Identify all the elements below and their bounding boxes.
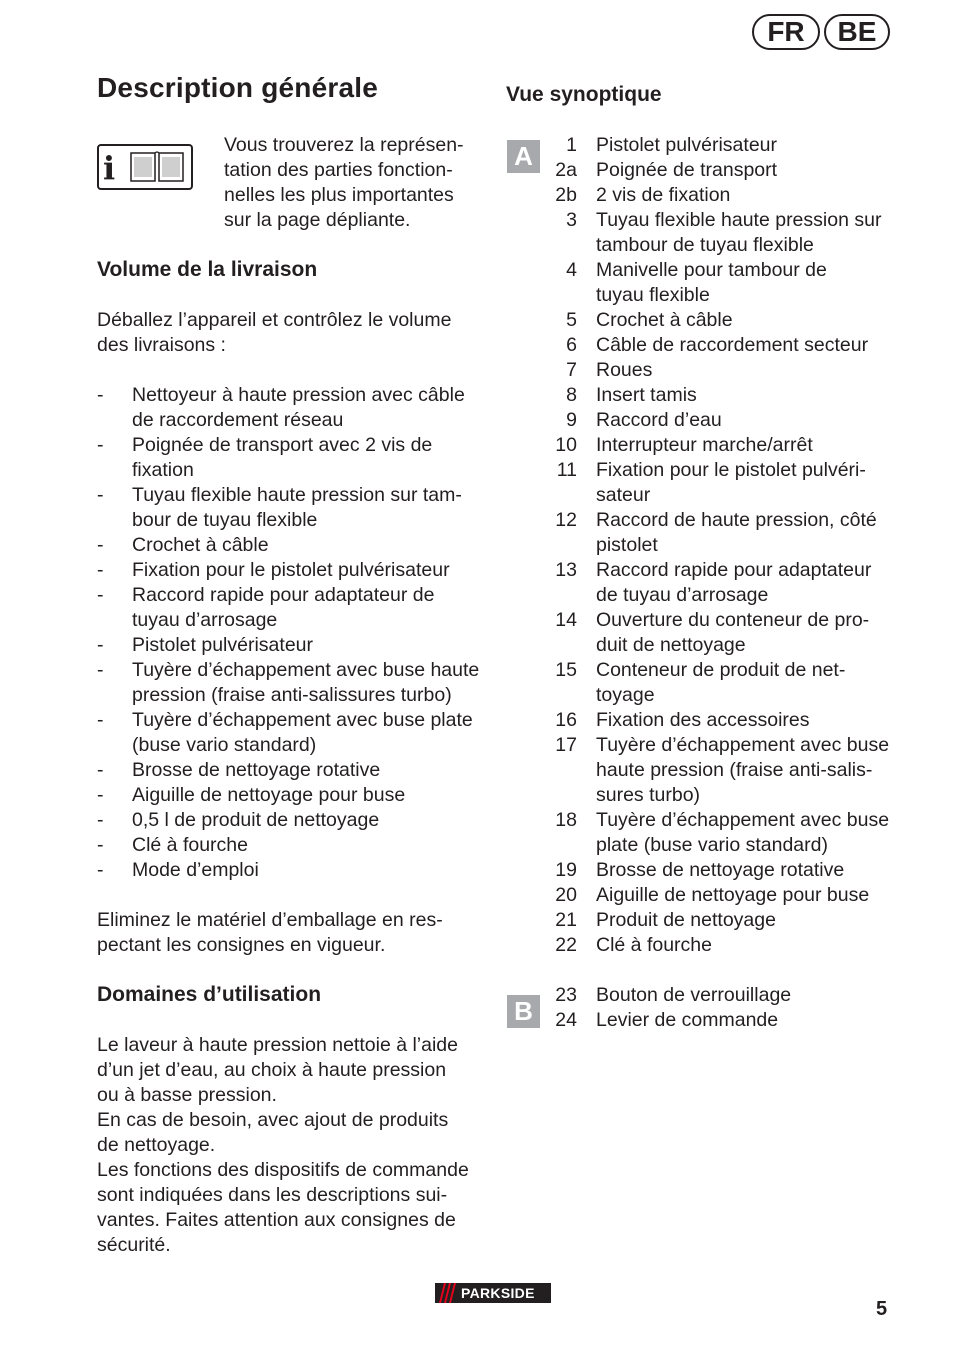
volume-intro: Déballez l’appareil et contrôlez le volume des livraisons : (97, 309, 452, 356)
part-item (540, 433, 900, 458)
list-item (97, 658, 487, 708)
part-number: 5 (566, 309, 577, 331)
part-number: 3 (566, 209, 577, 231)
part-number: 2b (555, 184, 577, 206)
part-label (577, 933, 900, 958)
part-label-line: de tuyau d’arrosage (596, 584, 769, 606)
part-label (577, 658, 900, 708)
part-label-line: Ouverture du conteneur de pro- (596, 609, 870, 631)
part-item (540, 933, 900, 958)
part-number: 2a (555, 159, 577, 181)
part-label-line: Levier de commande (596, 1009, 779, 1031)
part-number: 8 (566, 384, 577, 406)
list-item (97, 483, 487, 533)
list-item (97, 833, 487, 858)
list-item (97, 858, 487, 883)
lang-badge-fr: FR (752, 14, 820, 50)
part-item (540, 208, 900, 258)
part-label-line: sateur (596, 484, 651, 506)
paragraph-line: vantes. Faites attention aux consignes de (97, 1209, 456, 1231)
part-label-line: 2 vis de fixation (596, 184, 731, 206)
part-item (540, 508, 900, 558)
info-text: Vous trouverez la représen- tation des parties fonction- nelles les plus importantes sur la page dépliante. (224, 134, 464, 231)
list-item (97, 433, 487, 483)
part-number: 24 (555, 1009, 577, 1031)
part-item (540, 858, 900, 883)
domaines-heading: Domaines d’utilisation (97, 983, 322, 1006)
list-item-text: (buse vario standard) (132, 734, 317, 756)
part-item (540, 183, 900, 208)
part-label-line: Raccord rapide pour adaptateur (596, 559, 872, 581)
dash-bullet: - (97, 559, 104, 581)
list-item-text: Brosse de nettoyage rotative (132, 759, 381, 781)
part-label (577, 708, 900, 733)
part-label-line: Poignée de transport (596, 159, 778, 181)
list-item-text: Fixation pour le pistolet pulvérisateur (132, 559, 450, 581)
paragraph-line: En cas de besoin, avec ajout de produits (97, 1109, 449, 1131)
part-label (577, 858, 900, 883)
figure-b-badge: B (507, 995, 540, 1028)
part-item (540, 308, 900, 333)
part-label (577, 558, 900, 608)
list-item (97, 383, 487, 433)
parts-list-b (540, 983, 900, 1033)
part-label (577, 908, 900, 933)
part-number: 14 (555, 609, 577, 631)
list-item (97, 633, 487, 658)
dash-bullet: - (97, 759, 104, 781)
part-label (577, 208, 900, 258)
part-label-line: Interrupteur marche/arrêt (596, 434, 813, 456)
domaines-text (97, 1033, 497, 1258)
paragraph-line: de nettoyage. (97, 1134, 216, 1156)
part-label (577, 258, 900, 308)
part-item (540, 658, 900, 708)
list-item-text: Pistolet pulvérisateur (132, 634, 314, 656)
part-label (577, 158, 900, 183)
part-label-line: Raccord de haute pression, côté (596, 509, 877, 531)
part-item (540, 383, 900, 408)
part-label-line: Raccord d’eau (596, 409, 722, 431)
part-label (577, 458, 900, 508)
part-number: 1 (566, 134, 577, 156)
list-item-text: de raccordement réseau (132, 409, 344, 431)
part-label (577, 508, 900, 558)
part-label-line: Tuyère d’échappement avec buse (596, 809, 890, 831)
part-item (540, 808, 900, 858)
dash-bullet: - (97, 784, 104, 806)
list-item (97, 708, 487, 758)
part-number: 19 (555, 859, 577, 881)
list-item-text: Poignée de transport avec 2 vis de (132, 434, 433, 456)
list-item (97, 808, 487, 833)
list-item (97, 558, 487, 583)
part-item (540, 983, 900, 1008)
part-label (577, 383, 900, 408)
part-item (540, 733, 900, 808)
dash-bullet: - (97, 859, 104, 881)
part-label-line: tambour de tuyau flexible (596, 234, 814, 256)
part-number: 6 (566, 334, 577, 356)
part-item (540, 1008, 900, 1033)
part-number: 16 (555, 709, 577, 731)
part-number: 18 (555, 809, 577, 831)
part-label-line: Tuyau flexible haute pression sur (596, 209, 882, 231)
part-label-line: sures turbo) (596, 784, 701, 806)
part-item (540, 458, 900, 508)
volume-list (97, 383, 487, 883)
dash-bullet: - (97, 809, 104, 831)
part-label-line: Crochet à câble (596, 309, 733, 331)
part-number: 13 (555, 559, 577, 581)
part-label-line: haute pression (fraise anti-salis- (596, 759, 873, 781)
part-label (577, 983, 900, 1008)
info-book-icon (97, 144, 193, 190)
list-item-text: pression (fraise anti-salissures turbo) (132, 684, 452, 706)
list-item-text: Mode d’emploi (132, 859, 259, 881)
dash-bullet: - (97, 659, 104, 681)
part-label-line: pistolet (596, 534, 658, 556)
part-label-line: Fixation des accessoires (596, 709, 810, 731)
list-item-text: Clé à fourche (132, 834, 248, 856)
list-item-text: fixation (132, 459, 194, 481)
part-label-line: Brosse de nettoyage rotative (596, 859, 845, 881)
info-i-icon: i (103, 149, 116, 187)
parts-list-a (540, 133, 900, 958)
part-number: 10 (555, 434, 577, 456)
foldout-book-icon (129, 151, 187, 183)
dash-bullet: - (97, 534, 104, 556)
list-item (97, 533, 487, 558)
part-number: 17 (555, 734, 577, 756)
part-item (540, 258, 900, 308)
list-item-text: Tuyère d’échappement avec buse haute (132, 659, 480, 681)
part-item (540, 133, 900, 158)
part-label (577, 808, 900, 858)
paragraph-line: ou à basse pression. (97, 1084, 277, 1106)
part-label-line: toyage (596, 684, 655, 706)
dash-bullet: - (97, 709, 104, 731)
list-item-text: Aiguille de nettoyage pour buse (132, 784, 406, 806)
part-label-line: Insert tamis (596, 384, 697, 406)
part-item (540, 883, 900, 908)
dash-bullet: - (97, 484, 104, 506)
part-label-line: Clé à fourche (596, 934, 712, 956)
dash-bullet: - (97, 384, 104, 406)
list-item-text: bour de tuyau flexible (132, 509, 318, 531)
part-label-line: Pistolet pulvérisateur (596, 134, 778, 156)
volume-heading: Volume de la livraison (97, 258, 318, 281)
list-item-text: 0,5 l de produit de nettoyage (132, 809, 380, 831)
part-label-line: Fixation pour le pistolet pulvéri- (596, 459, 866, 481)
paragraph-line: Le laveur à haute pression nettoie à l’aide (97, 1034, 458, 1056)
part-item (540, 158, 900, 183)
dash-bullet: - (97, 584, 104, 606)
part-number: 22 (555, 934, 577, 956)
part-label (577, 308, 900, 333)
part-item (540, 708, 900, 733)
list-item-text: tuyau d’arrosage (132, 609, 278, 631)
dash-bullet: - (97, 434, 104, 456)
list-item-text: Tuyère d’échappement avec buse plate (132, 709, 473, 731)
part-label-line: Bouton de verrouillage (596, 984, 792, 1006)
logo-text: PARKSIDE (461, 1285, 535, 1301)
part-label-line: Manivelle pour tambour de (596, 259, 827, 281)
part-number: 21 (555, 909, 577, 931)
paragraph-line: Les fonctions des dispositifs de commande (97, 1159, 469, 1181)
part-item (540, 358, 900, 383)
part-label (577, 358, 900, 383)
dash-bullet: - (97, 834, 104, 856)
part-number: 4 (566, 259, 577, 281)
volume-outro: Eliminez le matériel d’emballage en res- pectant les consignes en vigueur. (97, 909, 443, 956)
page-title: Description générale (97, 72, 378, 103)
part-label-line: Aiguille de nettoyage pour buse (596, 884, 870, 906)
list-item (97, 783, 487, 808)
part-label-line: plate (buse vario standard) (596, 834, 828, 856)
part-label (577, 408, 900, 433)
list-item (97, 583, 487, 633)
part-number: 20 (555, 884, 577, 906)
part-item (540, 908, 900, 933)
page-number: 5 (876, 1298, 888, 1320)
part-item (540, 408, 900, 433)
part-number: 9 (566, 409, 577, 431)
part-item (540, 608, 900, 658)
part-label-line: Roues (596, 359, 653, 381)
part-number: 7 (566, 359, 577, 381)
part-label (577, 433, 900, 458)
paragraph-line: sont indiquées dans les descriptions sui- (97, 1184, 448, 1206)
list-item (97, 758, 487, 783)
list-item-text: Tuyau flexible haute pression sur tam- (132, 484, 462, 506)
part-label-line: Câble de raccordement secteur (596, 334, 869, 356)
part-label (577, 333, 900, 358)
part-label (577, 608, 900, 658)
part-label (577, 733, 900, 808)
part-number: 15 (555, 659, 577, 681)
part-label-line: Produit de nettoyage (596, 909, 776, 931)
part-number: 11 (556, 459, 577, 481)
paragraph-line: sécurité. (97, 1234, 171, 1256)
part-label (577, 883, 900, 908)
list-item-text: Raccord rapide pour adaptateur de (132, 584, 435, 606)
parkside-logo (435, 1283, 551, 1303)
part-item (540, 333, 900, 358)
part-item (540, 558, 900, 608)
dash-bullet: - (97, 634, 104, 656)
part-label-line: tuyau flexible (596, 284, 710, 306)
part-label-line: Tuyère d’échappement avec buse (596, 734, 890, 756)
part-label-line: duit de nettoyage (596, 634, 746, 656)
part-number: 23 (555, 984, 577, 1006)
figure-a-badge: A (507, 140, 540, 173)
list-item-text: Crochet à câble (132, 534, 269, 556)
logo-stripes-icon (435, 1283, 459, 1303)
part-label (577, 1008, 900, 1033)
lang-badge-be: BE (824, 14, 890, 50)
part-label (577, 133, 900, 158)
synoptique-heading: Vue synoptique (506, 83, 662, 106)
part-number: 12 (555, 509, 577, 531)
part-label-line: Conteneur de produit de net- (596, 659, 846, 681)
list-item-text: Nettoyeur à haute pression avec câble (132, 384, 465, 406)
paragraph-line: d’un jet d’eau, au choix à haute pression (97, 1059, 447, 1081)
part-label (577, 183, 900, 208)
